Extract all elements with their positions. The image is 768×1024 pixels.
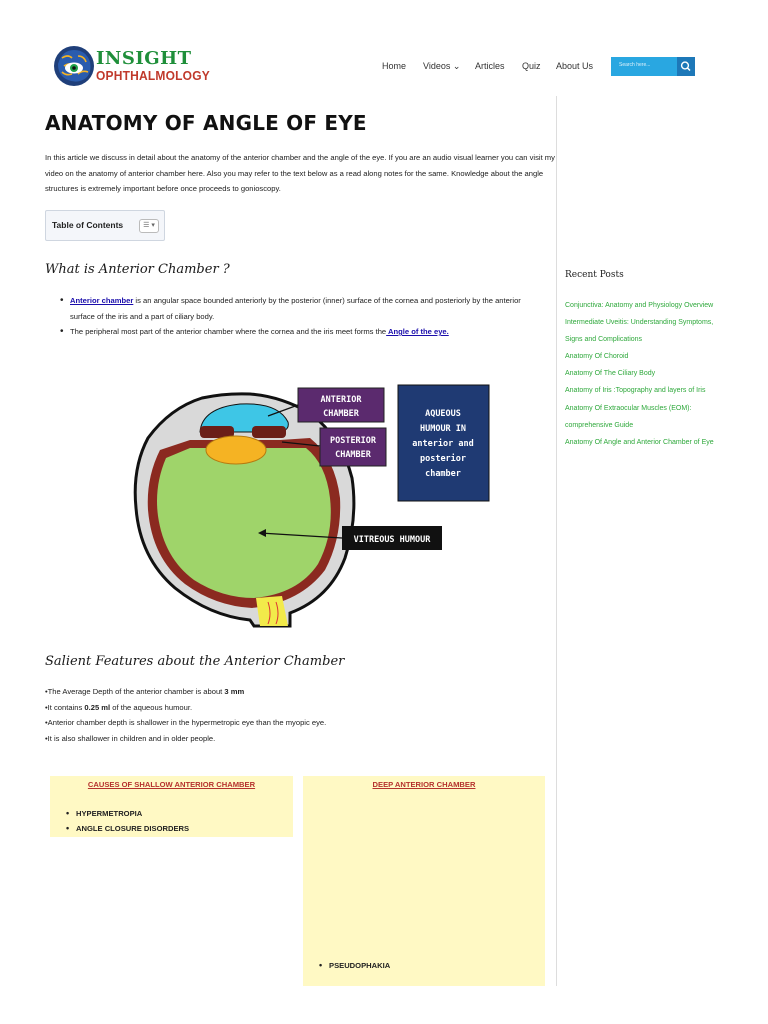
lens	[206, 436, 266, 464]
recent-posts-list	[565, 297, 725, 451]
deep-chamber-box	[303, 776, 545, 986]
posterior-label-line2: CHAMBER	[335, 450, 371, 460]
deep-chamber-title: DEEP ANTERIOR CHAMBER	[372, 780, 476, 789]
brain-eye-logo-icon	[52, 44, 96, 88]
angle-of-eye-link[interactable]: Angle of the eye.	[386, 327, 449, 336]
recent-post-link[interactable]: Anatomy Of The Ciliary Body	[565, 370, 656, 378]
vitreous-label: VITREOUS HUMOUR	[353, 535, 431, 545]
aqueous-line1: AQUEOUS	[425, 409, 461, 419]
recent-posts-title: Recent Posts	[565, 270, 624, 280]
shallow-item-hypermetropia: • HYPERMETROPIA	[66, 809, 142, 818]
nav-quiz[interactable]: Quiz	[522, 61, 541, 71]
nav-about[interactable]: About Us	[556, 61, 594, 71]
nav-videos[interactable]: Videos ⌄	[423, 61, 461, 71]
iris-right	[252, 426, 286, 438]
shallow-chamber-title: CAUSES OF SHALLOW ANTERIOR CHAMBER	[87, 780, 256, 789]
fact-item: •It is also shallower in children and in older people.	[45, 733, 216, 743]
list-item	[60, 293, 540, 324]
intro-paragraph: In this article we discuss in detail about the anatomy of the anterior chamber and the angle of the eye. If you are an audio visual learner you can visit my video on the anatomy of anterior chamber here. Also you may refer to the text below as a read along notes for the same. Knowledge about the angle structures is extremely important before once proceeds to gonioscopy.	[45, 153, 555, 193]
eye-anatomy-diagram	[130, 358, 495, 628]
fact-item: •Anterior chamber depth is shallower in the hypermetropic eye than the myopic eye.	[45, 718, 327, 728]
recent-post-link[interactable]: Anatomy Of Choroid	[565, 353, 629, 361]
recent-post-link[interactable]: Anatomy Of Extraocular Muscles (EOM): comprehensive Guide	[565, 404, 692, 429]
anterior-label-line1: ANTERIOR	[320, 395, 362, 405]
heading-anterior-chamber: What is Anterior Chamber ?	[45, 262, 230, 277]
anterior-label-line2: CHAMBER	[323, 409, 359, 419]
recent-post-link[interactable]: Anatomy of Iris :Topography and layers of Iris	[565, 387, 706, 395]
recent-post-link[interactable]: Anatomy Of Angle and Anterior Chamber of Eye	[565, 438, 714, 446]
anterior-chamber-link[interactable]: Anterior chamber	[70, 296, 134, 305]
heading-salient-features: Salient Features about the Anterior Chamber	[45, 654, 345, 669]
table-of-contents[interactable]	[45, 210, 165, 241]
deep-item-pseudophakia: • PSEUDOPHAKIA	[319, 961, 390, 970]
bullet-text: is an angular space bounded anteriorly by the posterior (inner) surface of the cornea and posteriorly by the anterior surface of the iris and a part of ciliary body.	[70, 296, 521, 321]
aqueous-line4: posterior	[419, 454, 467, 464]
toc-label: Table of Contents	[52, 220, 124, 230]
search-icon	[677, 57, 695, 76]
posterior-chamber-label-box	[320, 428, 386, 466]
sidebar-divider	[556, 96, 557, 986]
salient-features-list	[45, 684, 326, 746]
shallow-item-angle-closure: • ANGLE CLOSURE DISORDERS	[66, 824, 189, 833]
fact-item: •It contains 0.25 ml of the aqueous humour.	[45, 702, 193, 712]
bullet-text: The peripheral most part of the anterior chamber where the cornea and the iris meet forms the	[70, 327, 387, 336]
search-input[interactable]	[611, 57, 677, 76]
aqueous-line3: anterior and	[412, 439, 474, 449]
anterior-chamber-list	[60, 293, 540, 340]
shallow-chamber-box	[50, 776, 293, 837]
recent-post-link[interactable]: Intermediate Uveitis: Understanding Symptoms, Signs and Complications	[565, 319, 714, 344]
nav-home[interactable]: Home	[382, 61, 407, 71]
search-placeholder: Search here...	[619, 62, 651, 68]
site-header	[0, 0, 768, 96]
aqueous-line5: chamber	[425, 469, 461, 479]
search-button[interactable]	[677, 57, 695, 76]
list-item	[60, 324, 540, 340]
brand-name-line2: OPHTHALMOLOGY	[96, 68, 210, 84]
nav-articles[interactable]: Articles	[475, 61, 505, 71]
recent-post-link[interactable]: Conjunctiva: Anatomy and Physiology Overview	[565, 302, 714, 309]
page-title: ANATOMY OF ANGLE OF EYE	[45, 111, 367, 135]
fact-item: •The Average Depth of the anterior chamber is about 3 mm	[45, 687, 245, 696]
brand-name-line1: INSIGHT	[96, 48, 192, 69]
aqueous-line2: HUMOUR IN	[419, 424, 467, 434]
posterior-label-line1: POSTERIOR	[329, 436, 377, 446]
toc-toggle-icon[interactable]: ☰ ▾	[139, 219, 159, 233]
site-logo[interactable]	[52, 44, 210, 90]
